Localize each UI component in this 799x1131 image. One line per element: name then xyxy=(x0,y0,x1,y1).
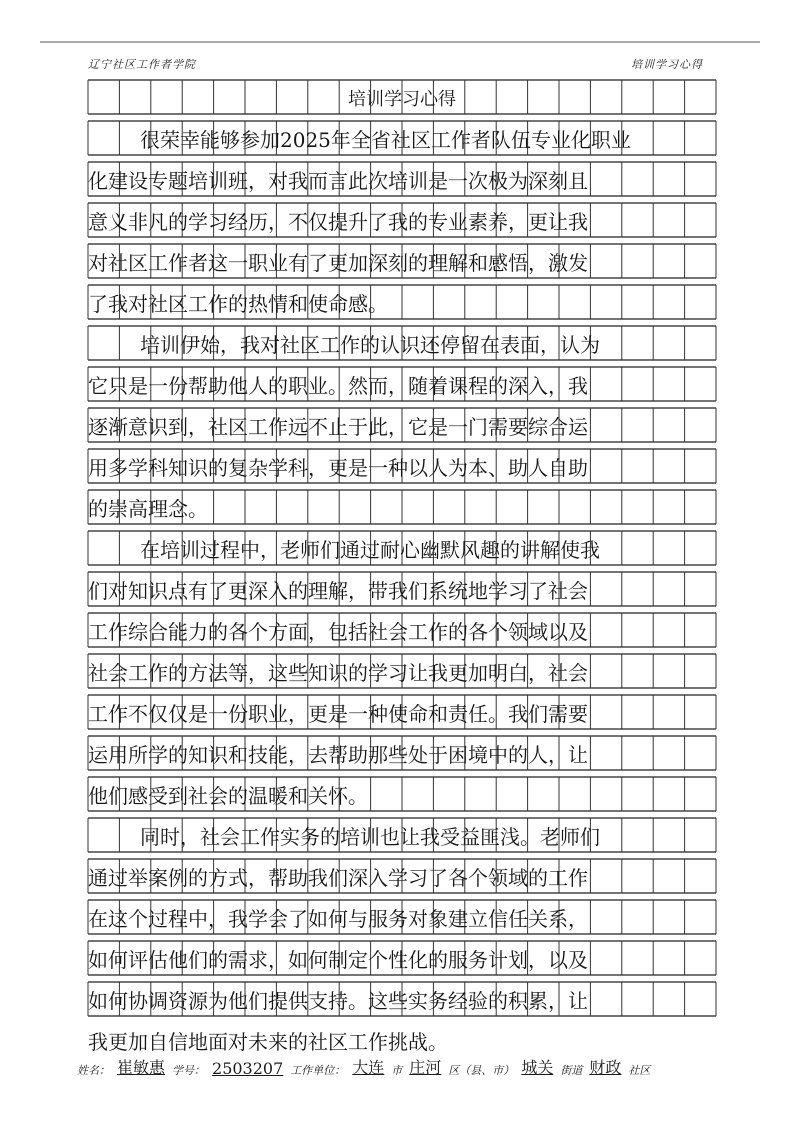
essay-line: 工作综合能力的各个方面，包括社会工作的各个领域以及 xyxy=(88,620,588,644)
student-id: 2503207 xyxy=(212,1059,284,1078)
name-label: 姓名： xyxy=(77,1064,110,1077)
essay-line: 他们感受到社会的温暖和关怀。 xyxy=(88,784,368,808)
street-value: 城关 xyxy=(521,1058,554,1077)
essay-line: 在培训过程中，老师们通过耐心幽默风趣的讲解使我 xyxy=(140,538,600,562)
essay-line: 用多学科知识的复杂学科，更是一种以人为本、助人自助 xyxy=(88,456,588,480)
student-name: 崔敏惠 xyxy=(117,1058,166,1077)
footer-info xyxy=(76,1054,736,1078)
essay-line: 我更加自信地面对未来的社区工作挑战。 xyxy=(88,1030,448,1054)
essay-line: 同时，社会工作实务的培训也让我受益匪浅。老师们 xyxy=(140,825,600,849)
essay-line: 意义非凡的学习经历，不仅提升了我的专业素养，更让我 xyxy=(88,210,588,234)
community-label: 社区 xyxy=(628,1064,651,1077)
essay-line: 了我对社区工作的热情和使命感。 xyxy=(88,292,388,316)
district-label: 区（县、市） xyxy=(448,1064,515,1077)
essay-line: 如何协调资源为他们提供支持。这些实务经验的积累，让 xyxy=(88,989,588,1013)
essay-line: 培训伊始，我对社区工作的认识还停留在表面，认为 xyxy=(140,333,600,357)
unit-label: 工作单位： xyxy=(290,1064,346,1077)
essay-line: 工作不仅仅是一份职业，更是一种使命和责任。我们需要 xyxy=(88,702,588,726)
community-value: 财政 xyxy=(589,1058,622,1077)
essay-line: 它只是一份帮助他人的职业。然而，随着课程的深入，我 xyxy=(88,374,588,398)
essay-line: 对社区工作者这一职业有了更加深刻的理解和感悟，激发 xyxy=(88,251,588,275)
essay-line: 逐渐意识到，社区工作远不止于此，它是一门需要综合运 xyxy=(88,415,588,439)
essay-line: 们对知识点有了更深入的理解，带我们系统地学习了社会 xyxy=(88,579,588,603)
essay-line: 很荣幸能够参加2025年全省社区工作者队伍专业化职业 xyxy=(140,128,631,152)
header-doc-type: 培训学习心得 xyxy=(631,58,703,71)
essay-line: 通过举案例的方式，帮助我们深入学习了各个领域的工作 xyxy=(88,866,588,890)
city-label: 市 xyxy=(391,1064,403,1077)
district-value: 庄河 xyxy=(409,1058,442,1077)
essay-line: 在这个过程中，我学会了如何与服务对象建立信任关系， xyxy=(88,907,588,931)
essay-line: 运用所学的知识和技能，去帮助那些处于困境中的人，让 xyxy=(88,743,588,767)
id-label: 学号： xyxy=(172,1064,206,1077)
header-institution: 辽宁社区工作者学院 xyxy=(88,58,196,71)
essay-title: 培训学习心得 xyxy=(348,89,456,110)
essay-line: 社会工作的方法等，这些知识的学习让我更加明白，社会 xyxy=(88,661,588,685)
city-value: 大连 xyxy=(352,1058,385,1077)
essay-line: 如何评估他们的需求，如何制定个性化的服务计划，以及 xyxy=(88,948,588,972)
street-label: 街道 xyxy=(560,1064,583,1077)
essay-line: 的崇高理念。 xyxy=(88,497,208,521)
essay-line: 化建设专题培训班，对我而言此次培训是一次极为深刻且 xyxy=(88,169,588,193)
